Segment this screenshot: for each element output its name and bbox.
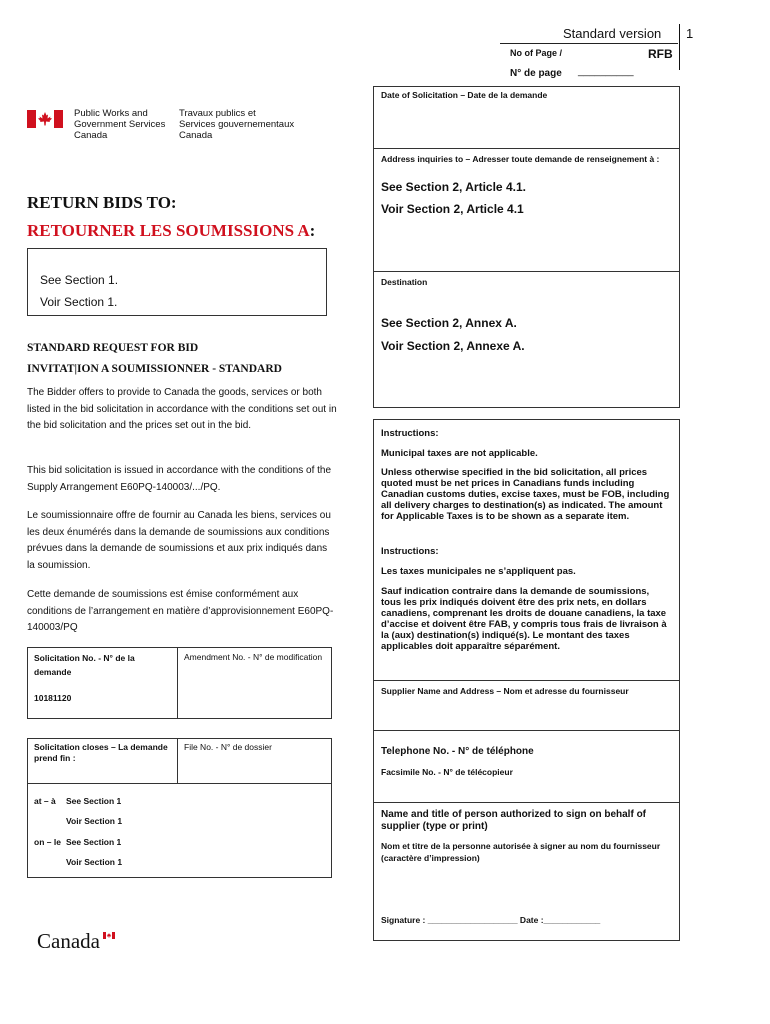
address-inquiries-label: Address inquiries to – Adresser toute demande de renseignement à :: [381, 154, 660, 164]
n-de-page-label: N° de page: [510, 68, 562, 79]
on-value-french: Voir Section 1: [66, 857, 123, 867]
solicitation-number-value: 10181120: [34, 693, 72, 703]
invitation-heading: INVITAT|ION A SOUMISSIONNER - STANDARD: [27, 363, 282, 375]
paragraph: The Bidder offers to provide to Canada the goods, services or both listed in the bid solicitation in accordance with the conditions set out in the bid solicitation and the prices set out in the bid.: [27, 387, 337, 431]
destination-label: Destination: [381, 277, 428, 287]
dept-fr-line: Canada: [179, 130, 213, 141]
divider: [373, 802, 680, 803]
dept-en-line: Public Works and: [74, 108, 148, 119]
dept-fr-line: Travaux publics et: [179, 108, 256, 119]
rfb-rule: [500, 43, 678, 44]
divider: [177, 738, 178, 783]
no-of-page-label: No of Page /: [510, 48, 563, 58]
voir-article-text: Voir Section 2, Article 4.1: [381, 202, 524, 216]
department-name-english: [74, 108, 165, 141]
divider: [177, 647, 178, 719]
voir-annex-text: Voir Section 2, Annexe A.: [381, 339, 525, 353]
voir-section-text: Voir Section 1.: [40, 295, 118, 309]
at-value-french: Voir Section 1: [66, 816, 123, 826]
department-name-french: [179, 108, 294, 141]
dept-en-line: Canada: [74, 130, 108, 141]
supplier-name-label: Supplier Name and Address – Nom et adresse du fournisseur: [381, 686, 629, 696]
at-label: at – à: [34, 796, 56, 806]
file-number-label: File No. - N° de dossier: [184, 742, 272, 752]
divider: [27, 783, 332, 784]
amendment-label: Amendment No. - N° de modification: [184, 652, 323, 662]
return-bids-french-text: RETOURNER LES SOUMISSIONS A: [27, 221, 310, 240]
n-de-page-blank: __________: [578, 66, 634, 77]
at-value: See Section 1: [66, 796, 122, 806]
return-bids-colon: :: [309, 221, 316, 240]
instructions-heading: Instructions:: [381, 428, 439, 439]
paragraph: Le soumissionnaire offre de fournir au Canada les biens, services ou les deux énumérés dans la demande de soumissions aux conditions prévues dans la demande de soumissions et aux prix indiqués dans la soumission.: [27, 510, 331, 571]
instructions-text-french: Les taxes municipales ne s’appliquent pas.: [381, 566, 576, 577]
paragraph: Cette demande de soumissions est émise conformément aux conditions de l’arrangement en matière d’approvisionnement E60PQ-140003/PQ: [27, 589, 334, 633]
authorized-person-label: Name and title of person authorized to sign on behalf of supplier (type or print): [381, 809, 647, 832]
solicitation-number-label: Solicitation No. - N° de la demande: [34, 653, 135, 677]
wordmark-flag-icon: [103, 932, 115, 939]
see-article-text: See Section 2, Article 4.1.: [381, 180, 526, 194]
instructions-text: Municipal taxes are not applicable.: [381, 448, 538, 459]
canada-flag-icon: [27, 110, 63, 128]
date-of-solicitation-label: Date of Solicitation – Date de la demande: [381, 90, 548, 100]
version-divider: [679, 24, 680, 70]
authorized-person-label-french: Nom et titre de la personne autorisée à signer au nom du fournisseur (caractère d’impression): [381, 841, 661, 863]
signature-line: Signature : ___________________ Date :____________: [381, 915, 601, 925]
instructions-text: Unless otherwise specified in the bid solicitation, all prices quoted must be net prices in Canadians funds including Canadian customs duties, excise taxes, must be FOB, including all delivery charges to destination(s) as indicated. The amount for Applicable Taxes is to be shown as a separate item.: [381, 467, 670, 522]
instructions-heading-french: Instructions:: [381, 546, 439, 557]
dept-fr-line: Services gouvernementaux: [179, 119, 295, 130]
telephone-label: Telephone No. - N° de téléphone: [381, 746, 534, 757]
return-bids-heading-french: [27, 221, 315, 241]
facsimile-label: Facsimile No. - N° de télécopieur: [381, 767, 513, 777]
paragraph: This bid solicitation is issued in accordance with the conditions of the Supply Arrangement E60PQ-140003/.../PQ.: [27, 465, 332, 493]
on-label: on – le: [34, 837, 61, 847]
canada-wordmark: Canada: [37, 929, 100, 953]
see-section-text: See Section 1.: [40, 273, 119, 287]
on-value: See Section 1: [66, 837, 122, 847]
rfb-label: RFB: [648, 47, 673, 61]
divider: [373, 730, 680, 731]
solicitation-info-box: [373, 86, 680, 408]
solicitation-closes-label: Solicitation closes – La demande prend fin :: [34, 742, 168, 763]
standard-request-heading: STANDARD REQUEST FOR BID: [27, 342, 199, 354]
divider: [373, 271, 680, 272]
instructions-text-french: Sauf indication contraire dans la demande de soumissions, tous les prix indiqués doivent être des prix nets, en dollars canadiens, comprenant les droits de douane canadiens, la taxe d’accise et doivent être FAB, y compris tous frais de livraison à la (aux) destination(s) indiqué(s). Le montant des taxes applicables doit apparaître séparément.: [381, 586, 667, 652]
return-bids-heading: RETURN BIDS TO:: [27, 193, 177, 212]
see-annex-text: See Section 2, Annex A.: [381, 316, 517, 330]
page-number: 1: [686, 26, 694, 41]
dept-en-line: Government Services: [74, 119, 166, 130]
standard-version: Standard version: [563, 26, 662, 41]
divider: [373, 148, 680, 149]
